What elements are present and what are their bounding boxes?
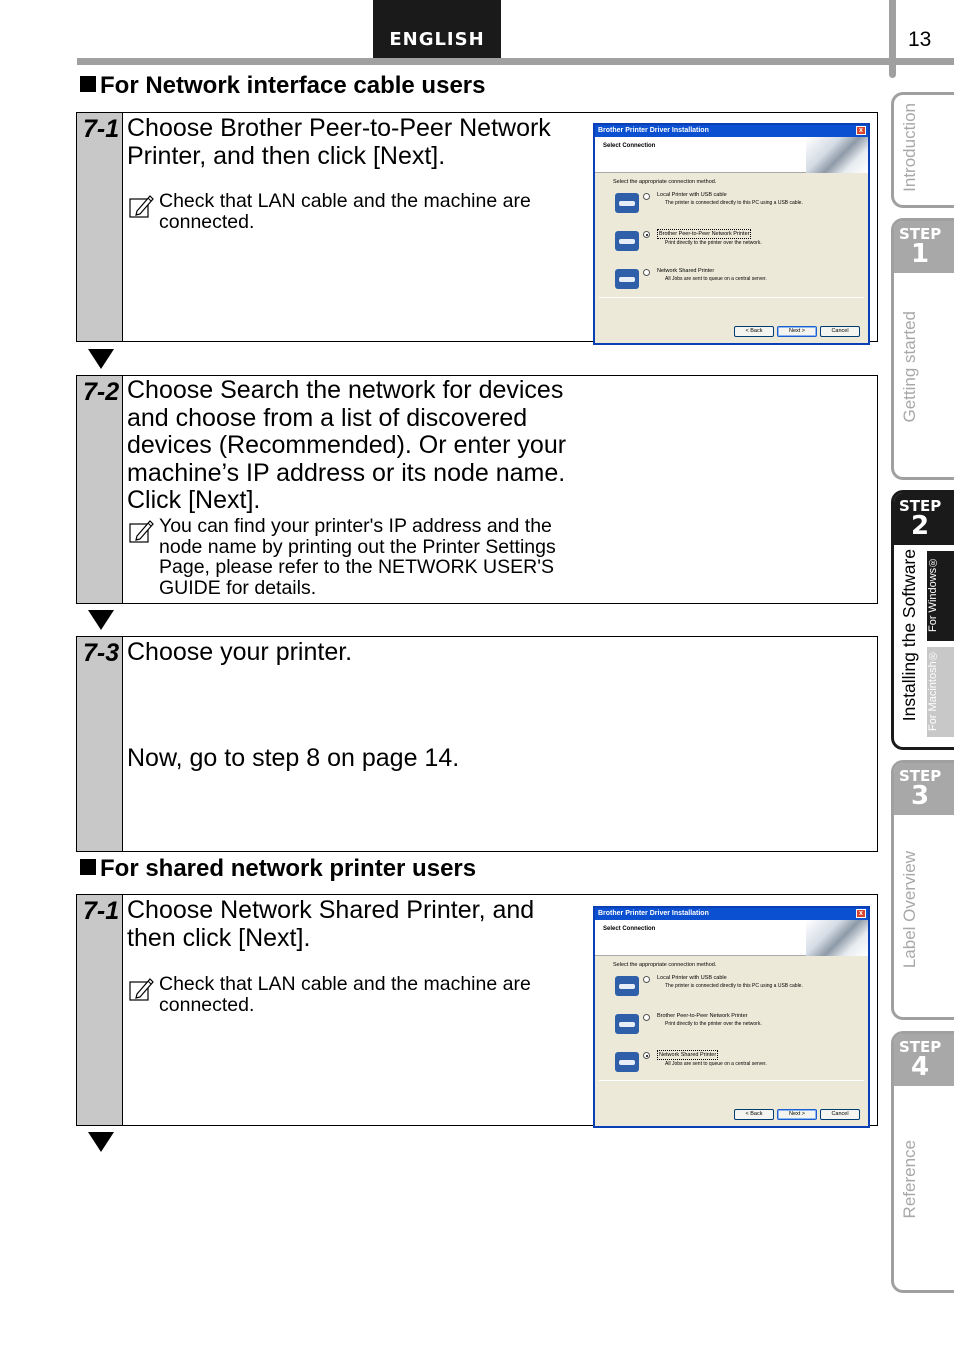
section-heading-text: For shared network printer users — [100, 855, 477, 882]
back-button: < Back — [734, 1109, 774, 1120]
dialog-header — [595, 137, 868, 173]
section-heading-network — [80, 72, 485, 100]
dialog-body — [595, 173, 868, 311]
option-label: Local Printer with USB cable — [657, 975, 727, 981]
note-pencil-icon — [129, 518, 155, 544]
shared-printer-icon — [615, 1052, 639, 1072]
radio-peer-to-peer — [643, 231, 650, 238]
section-heading-text: For Network interface cable users — [100, 72, 486, 99]
option-shared — [613, 1050, 850, 1088]
option-label: Local Printer with USB cable — [657, 192, 727, 198]
step-word: STEP — [899, 767, 942, 785]
step-note — [129, 191, 599, 232]
os-tab-windows[interactable]: For Windows® — [927, 551, 954, 641]
note-text: Check that LAN cable and the machine are connected. — [159, 973, 531, 1016]
option-usb — [613, 191, 850, 229]
side-tab-label: Introduction — [900, 103, 919, 192]
step-number: 7-1 — [83, 897, 120, 925]
close-icon: x — [856, 126, 866, 135]
connection-dialog-screenshot — [593, 123, 870, 345]
option-label: Brother Peer-to-Peer Network Printer — [657, 1013, 748, 1019]
square-bullet-icon — [80, 859, 96, 875]
dialog-prompt: Select the appropriate connection method. — [613, 962, 717, 968]
radio-shared — [643, 1052, 650, 1059]
usb-printer-icon — [615, 976, 639, 996]
next-button: Next > — [777, 1109, 817, 1120]
dialog-prompt: Select the appropriate connection method. — [613, 179, 717, 185]
step-gutter — [77, 376, 123, 603]
dialog-body — [595, 956, 868, 1094]
dialog-separator — [599, 297, 864, 298]
side-tab-label: Getting started — [900, 311, 919, 423]
option-desc: All Jobs are sent to queue on a central server. — [665, 1061, 767, 1067]
step-box-7-1-network — [76, 112, 878, 342]
option-peer-to-peer — [613, 229, 850, 267]
option-shared — [613, 267, 850, 305]
step-gutter — [77, 895, 123, 1125]
side-tab-introduction[interactable] — [891, 92, 954, 208]
down-arrow-icon — [88, 349, 114, 369]
step-number: 7-2 — [83, 378, 120, 406]
note-pencil-icon — [129, 193, 155, 219]
dialog-titlebar — [595, 125, 868, 137]
step-number: 7-3 — [83, 639, 120, 667]
radio-usb — [643, 193, 650, 200]
dialog-title: Brother Printer Driver Installation — [598, 910, 709, 917]
step-number: 7-1 — [83, 115, 120, 143]
step-instruction: Choose your printer. — [127, 638, 353, 666]
step-badge — [894, 221, 954, 273]
option-label: Network Shared Printer — [659, 1052, 717, 1058]
option-desc: The printer is connected directly to this PC using a USB cable. — [665, 200, 803, 206]
step-word: STEP — [899, 1038, 942, 1056]
dialog-header — [595, 920, 868, 956]
page-number: 13 — [908, 28, 932, 51]
option-desc: The printer is connected directly to this PC using a USB cable. — [665, 983, 803, 989]
step-note — [129, 516, 599, 598]
step-note — [129, 974, 599, 1015]
step-instruction: Choose Network Shared Printer, and then click [Next]. — [127, 896, 535, 952]
network-printer-icon — [615, 1014, 639, 1034]
usb-printer-icon — [615, 193, 639, 213]
note-text: You can find your printer's IP address and the node name by printing out the Printer Settings Page, please refer to the NETWORK USER'S GUIDE for details. — [159, 515, 556, 599]
step-instruction: Choose Search the network for devices and choose from a list of discovered devices (Recommended). Or enter your machine’s IP address or its node name. Click [Next]. — [127, 376, 567, 514]
os-tab-macintosh[interactable]: For Macintosh® — [927, 647, 954, 737]
down-arrow-icon — [88, 1132, 114, 1152]
next-button: Next > — [777, 326, 817, 337]
step-next-instruction: Now, go to step 8 on page 14. — [127, 744, 460, 772]
side-tab-step-2[interactable] — [891, 490, 954, 750]
step-number: 2 — [911, 511, 930, 541]
section-heading-shared — [80, 855, 476, 883]
dialog-header-title: Select Connection — [603, 926, 656, 932]
dialog-buttons — [734, 1109, 860, 1120]
step-badge — [894, 1034, 954, 1086]
option-desc: All Jobs are sent to queue on a central server. — [665, 276, 767, 282]
step-box-7-2 — [76, 375, 878, 604]
option-desc: Print directly to the printer over the network. — [665, 1021, 762, 1027]
radio-usb — [643, 976, 650, 983]
side-tab-step-4[interactable] — [891, 1031, 954, 1293]
option-peer-to-peer — [613, 1012, 850, 1050]
header-vertical-rule — [889, 0, 896, 78]
step-gutter — [77, 113, 123, 341]
side-tab-step-1[interactable] — [891, 218, 954, 480]
swirl-graphic-icon — [806, 137, 868, 173]
option-desc: Print directly to the printer over the network. — [665, 240, 762, 246]
side-tab-label: Reference — [900, 1140, 919, 1219]
step-badge — [894, 493, 954, 545]
language-tab: ENGLISH — [373, 0, 501, 58]
back-button: < Back — [734, 326, 774, 337]
step-number: 1 — [911, 239, 930, 269]
swirl-graphic-icon — [806, 920, 868, 956]
step-word: STEP — [899, 225, 942, 243]
step-instruction: Choose Brother Peer-to-Peer Network Printer, and then click [Next]. — [127, 114, 551, 170]
radio-peer-to-peer — [643, 1014, 650, 1021]
step-box-7-1-shared — [76, 894, 878, 1126]
option-label: Brother Peer-to-Peer Network Printer — [659, 231, 750, 237]
dialog-separator — [599, 1080, 864, 1081]
option-usb — [613, 974, 850, 1012]
side-tab-label: Installing the Software — [899, 549, 919, 722]
option-label: Network Shared Printer — [657, 268, 715, 274]
note-pencil-icon — [129, 976, 155, 1002]
step-box-7-3 — [76, 636, 878, 852]
network-printer-icon — [615, 231, 639, 251]
side-tab-label: Label Overview — [900, 851, 919, 969]
step-number: 3 — [911, 781, 930, 811]
dialog-buttons — [734, 326, 860, 337]
note-text: Check that LAN cable and the machine are connected. — [159, 190, 531, 233]
dialog-title: Brother Printer Driver Installation — [598, 127, 709, 134]
square-bullet-icon — [80, 76, 96, 92]
dialog-header-title: Select Connection — [603, 143, 656, 149]
cancel-button: Cancel — [820, 1109, 860, 1120]
close-icon: x — [856, 909, 866, 918]
step-number: 4 — [911, 1052, 930, 1082]
step-gutter — [77, 637, 123, 851]
shared-printer-icon — [615, 269, 639, 289]
down-arrow-icon — [88, 610, 114, 630]
step-badge — [894, 763, 954, 815]
radio-shared — [643, 269, 650, 276]
dialog-titlebar — [595, 908, 868, 920]
step-word: STEP — [899, 497, 942, 515]
side-tab-step-3[interactable] — [891, 760, 954, 1020]
cancel-button: Cancel — [820, 326, 860, 337]
header-rule — [77, 58, 954, 65]
connection-dialog-screenshot — [593, 906, 870, 1128]
